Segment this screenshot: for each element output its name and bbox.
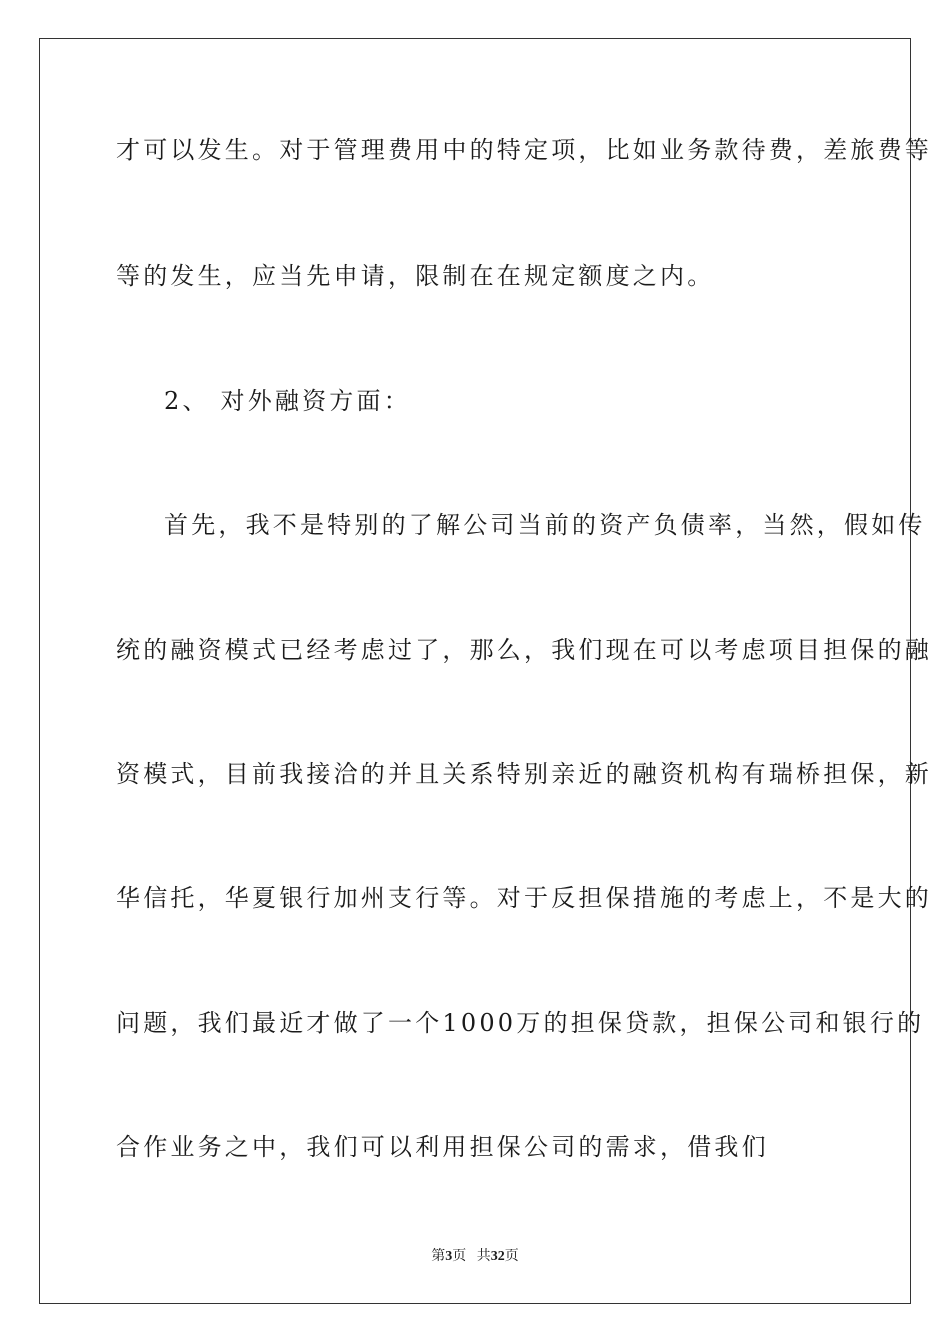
paragraph-line-3: 首先，我不是特别的了解公司当前的资产负债率，当然，假如传 [164,511,926,539]
footer-total-suffix: 页 [504,1249,519,1264]
paragraph-line-5: 资模式，目前我接洽的并且关系特别亲近的融资机构有瑞桥担保，新 [116,760,932,788]
paragraph-line-1: 才可以发生。对于管理费用中的特定项，比如业务款待费，差旅费等 [116,136,932,164]
paragraph-line-2: 等的发生，应当先申请，限制在在规定额度之内。 [116,262,715,290]
footer-page-suffix: 页 [452,1249,467,1264]
paragraph-line-8: 合作业务之中，我们可以利用担保公司的需求，借我们 [116,1133,769,1161]
paragraph-line-4: 统的融资模式已经考虑过了，那么，我们现在可以考虑项目担保的融 [116,636,932,664]
page-border [39,38,932,1304]
page-footer [0,1247,950,1267]
footer-prefix: 第 [431,1249,446,1264]
paragraph-line-7: 问题，我们最近才做了一个1000万的担保贷款，担保公司和银行的 [116,1009,925,1037]
footer-total-prefix: 共 [476,1249,491,1264]
paragraph-line-6: 华信托，华夏银行加州支行等。对于反担保措施的考虑上，不是大的 [116,884,932,912]
footer-total-pages: 32 [490,1249,505,1264]
footer-current-page: 3 [445,1249,453,1264]
section-heading: 2、 对外融资方面： [164,387,411,415]
